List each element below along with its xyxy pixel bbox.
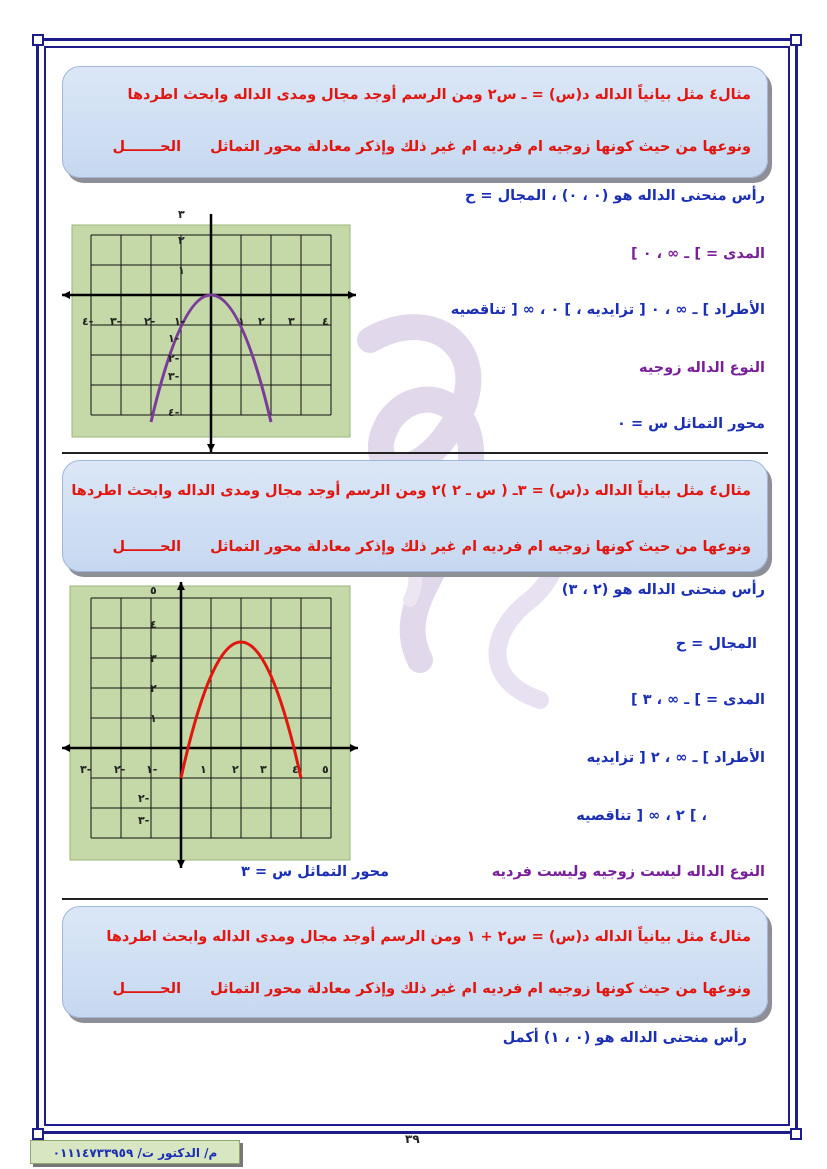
axis-tick-label: ٢- (114, 763, 126, 776)
example2-solution-label: الحـــــــل (112, 539, 182, 555)
example3-vertex: رأس منحنى الداله هو (٠ ، ١) أكمل (502, 1030, 747, 1046)
frame-corner (32, 1128, 44, 1140)
axis-tick-label: ٤ (150, 618, 157, 631)
axis-tick-label: ٥ (150, 584, 157, 597)
axis-tick-label: ٣- (168, 370, 180, 383)
x-axis-arrow (62, 744, 70, 752)
example2-axis: محور التماثل س = ٣ (241, 864, 389, 880)
example1-monotonic: الأطراد ] ـ ∞ ، ٠ [ تزايديه ، ] ٠ ، ∞ [ تناقصيه (450, 302, 765, 318)
example3-solution-label: الحـــــــل (112, 981, 182, 997)
section-divider (62, 898, 768, 900)
y-axis-arrow (207, 444, 215, 452)
frame-corner (32, 34, 44, 46)
example1-graph (60, 210, 360, 455)
x-axis-arrow (350, 744, 358, 752)
axis-tick-label: ٢ (232, 763, 239, 776)
example1-vertex: رأس منحنى الداله هو (٠ ، ٠) ، المجال = ح (464, 188, 765, 204)
axis-tick-label: ٥ (322, 763, 329, 776)
axis-tick-label: ٤ (292, 763, 299, 776)
axis-tick-label: ٢- (138, 792, 150, 805)
example1-subtitle (113, 139, 751, 155)
example1-solution-label: الحـــــــل (112, 139, 182, 155)
frame-corner (790, 34, 802, 46)
x-axis-arrow (348, 291, 356, 299)
example2-type: النوع الداله ليست زوجيه وليست فرديه (491, 864, 765, 880)
example3-subtitle (113, 981, 751, 997)
axis-tick-label: ٢ (178, 234, 185, 247)
axis-tick-label: ١ (178, 264, 185, 277)
axis-tick-label: ٣- (110, 315, 122, 328)
axis-tick-label: ٢- (144, 315, 156, 328)
footer-contact: م/ الدكتور ت/ ٠١١١٤٧٣٣٩٥٩ (30, 1140, 240, 1164)
section-divider (62, 452, 768, 454)
axis-tick-label: ١- (146, 763, 158, 776)
axis-tick-label: ٣- (80, 763, 92, 776)
page-number: ٣٩ (405, 1132, 420, 1146)
example1-subtitle-text: ونوعها من حيث كونها زوجيه ام فرديه ام غير ذلك وإذكر معادلة محور التماثل (210, 139, 751, 155)
example3-banner (62, 906, 768, 1018)
example2-range: المدى = ] ـ ∞ ، ٣ ] (631, 692, 765, 708)
example2-title: مثال٤ مثل بيانياً الداله د(س) = ٣ـ ( س ـ ٢ )٢ ومن الرسم أوجد مجال ومدى الداله وابحث اطردها (71, 483, 751, 499)
example2-domain: المجال = ح (675, 636, 757, 652)
example2-subtitle (113, 539, 751, 555)
axis-tick-label: ٣- (138, 814, 150, 827)
example2-subtitle-text: ونوعها من حيث كونها زوجيه ام فرديه ام غير ذلك وإذكر معادلة محور التماثل (210, 539, 751, 555)
axis-tick-label: ٣ (150, 652, 157, 665)
example1-title: مثال٤ مثل بيانياً الداله د(س) = ـ س٢ ومن الرسم أوجد مجال ومدى الداله وابحث اطردها (127, 87, 751, 103)
axis-tick-label: ٣ (178, 210, 185, 221)
example1-axis: محور التماثل س = ٠ (617, 416, 765, 432)
axis-tick-label: ١ (200, 763, 207, 776)
axis-tick-label: ١ (238, 315, 245, 328)
axis-tick-label: ٣ (260, 763, 267, 776)
example1-banner (62, 66, 768, 178)
frame-corner (790, 1128, 802, 1140)
example3-subtitle-text: ونوعها من حيث كونها زوجيه ام فرديه ام غير ذلك وإذكر معادلة محور التماثل (210, 981, 751, 997)
example1-type: النوع الداله زوجيه (639, 360, 765, 376)
x-axis-arrow (62, 291, 70, 299)
axis-tick-label: ٤- (168, 406, 180, 419)
axis-tick-label: ٤- (82, 315, 94, 328)
example2-vertex: رأس منحنى الداله هو (٢ ، ٣) (561, 582, 765, 598)
axis-tick-label: ١- (174, 315, 186, 328)
example2-monotonic1: الأطراد ] ـ ∞ ، ٢ [ تزايديه (586, 750, 765, 766)
example2-graph (60, 580, 360, 870)
example2-monotonic2: ، ] ٢ ، ∞ [ تناقصيه (576, 808, 707, 824)
y-axis-arrow (177, 860, 185, 868)
axis-tick-label: ١ (150, 712, 157, 725)
axis-tick-label: ٣ (288, 315, 295, 328)
axis-tick-label: ٢ (150, 682, 157, 695)
example1-range: المدى = ] ـ ∞ ، ٠ ] (631, 246, 765, 262)
axis-tick-label: ١- (168, 332, 180, 345)
axis-tick-label: ٤ (322, 315, 329, 328)
example2-banner (62, 460, 768, 572)
axis-tick-label: ٢- (168, 352, 180, 365)
axis-tick-label: ٢ (258, 315, 265, 328)
example3-title: مثال٤ مثل بيانياً الداله د(س) = س٢ + ١ ومن الرسم أوجد مجال ومدى الداله وابحث اطردها (106, 929, 751, 945)
